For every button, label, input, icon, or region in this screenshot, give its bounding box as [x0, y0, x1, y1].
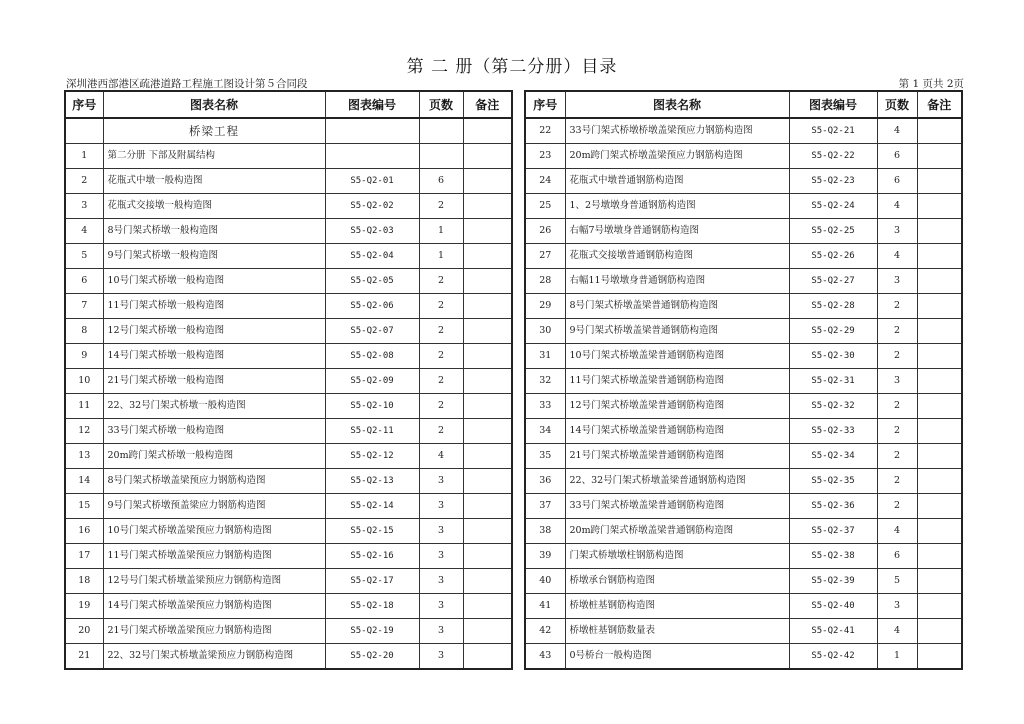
cell-seq: 25: [525, 194, 565, 219]
table-row: [525, 444, 962, 469]
table-row: [525, 194, 962, 219]
table-row: [525, 369, 962, 394]
cell-page-count: 2: [419, 394, 463, 419]
column-header-seq: 序号: [65, 91, 103, 118]
cell-page-count: 3: [419, 544, 463, 569]
cell-seq: 7: [65, 294, 103, 319]
cell-remarks: [463, 469, 512, 494]
cell-seq: 16: [65, 519, 103, 544]
table-row: [65, 644, 512, 670]
cell-page-count: 3: [877, 594, 917, 619]
table-row: [65, 419, 512, 444]
column-header-code: 图表编号: [325, 91, 419, 118]
cell-remarks: [463, 144, 512, 169]
cell-seq: 24: [525, 169, 565, 194]
cell-seq: 4: [65, 219, 103, 244]
cell-remarks: [463, 594, 512, 619]
cell-drawing-code: S5-Q2-32: [789, 394, 877, 419]
cell-drawing-name: 右幅7号墩墩身普通钢筋构造图: [565, 219, 789, 244]
cell-drawing-name: 21号门架式桥墩一般构造图: [103, 369, 325, 394]
cell-seq: 41: [525, 594, 565, 619]
cell-page-count: 3: [419, 469, 463, 494]
cell-drawing-name: 桥墩桩基钢筋数量表: [565, 619, 789, 644]
cell-drawing-name: 11号门架式桥墩盖梁普通钢筋构造图: [565, 369, 789, 394]
cell-drawing-code: S5-Q2-17: [325, 569, 419, 594]
cell-drawing-name: 桥梁工程: [103, 118, 325, 144]
table-header-row: [525, 91, 962, 118]
cell-remarks: [463, 394, 512, 419]
table-row: [525, 319, 962, 344]
cell-page-count: 2: [877, 444, 917, 469]
cell-page-count: 2: [877, 294, 917, 319]
cell-remarks: [917, 569, 962, 594]
table-row: [525, 394, 962, 419]
table-row: [525, 294, 962, 319]
cell-drawing-code: S5-Q2-33: [789, 419, 877, 444]
cell-seq: 40: [525, 569, 565, 594]
table-row: [65, 118, 512, 144]
cell-page-count: 3: [877, 369, 917, 394]
cell-seq: 17: [65, 544, 103, 569]
cell-seq: 15: [65, 494, 103, 519]
cell-page-count: 3: [877, 219, 917, 244]
cell-drawing-name: 右幅11号墩墩身普通钢筋构造图: [565, 269, 789, 294]
cell-remarks: [917, 594, 962, 619]
cell-drawing-name: 22、32号门架式桥墩盖梁预应力钢筋构造图: [103, 644, 325, 670]
cell-seq: 21: [65, 644, 103, 670]
table-row: [525, 469, 962, 494]
cell-page-count: 2: [419, 369, 463, 394]
cell-remarks: [463, 194, 512, 219]
cell-page-count: 2: [419, 294, 463, 319]
cell-remarks: [917, 219, 962, 244]
cell-drawing-name: 33号门架式桥墩一般构造图: [103, 419, 325, 444]
cell-seq: 28: [525, 269, 565, 294]
cell-page-count: 6: [419, 169, 463, 194]
table-row: [65, 244, 512, 269]
cell-seq: 14: [65, 469, 103, 494]
cell-drawing-code: [325, 118, 419, 144]
table-row: [65, 194, 512, 219]
cell-drawing-name: 花瓶式交接墩一般构造图: [103, 194, 325, 219]
cell-drawing-name: 11号门架式桥墩一般构造图: [103, 294, 325, 319]
cell-drawing-code: S5-Q2-31: [789, 369, 877, 394]
cell-remarks: [463, 244, 512, 269]
table-row: [65, 394, 512, 419]
cell-drawing-name: 1、2号墩墩身普通钢筋构造图: [565, 194, 789, 219]
cell-remarks: [463, 644, 512, 670]
cell-remarks: [463, 569, 512, 594]
cell-seq: 35: [525, 444, 565, 469]
table-row: [525, 544, 962, 569]
table-row: [525, 494, 962, 519]
cell-drawing-code: S5-Q2-16: [325, 544, 419, 569]
cell-seq: 34: [525, 419, 565, 444]
cell-drawing-name: 10号门架式桥墩盖梁预应力钢筋构造图: [103, 519, 325, 544]
table-row: [65, 594, 512, 619]
cell-remarks: [917, 118, 962, 144]
cell-page-count: 3: [419, 619, 463, 644]
cell-drawing-code: S5-Q2-39: [789, 569, 877, 594]
cell-remarks: [463, 344, 512, 369]
cell-drawing-name: 8号门架式桥墩一般构造图: [103, 219, 325, 244]
cell-drawing-code: S5-Q2-42: [789, 644, 877, 670]
cell-drawing-name: 33号门架式桥墩盖梁普通钢筋构造图: [565, 494, 789, 519]
column-header-pages: 页数: [877, 91, 917, 118]
cell-drawing-code: S5-Q2-06: [325, 294, 419, 319]
table-row: [65, 494, 512, 519]
table-row: [65, 619, 512, 644]
cell-seq: 37: [525, 494, 565, 519]
cell-drawing-name: 21号门架式桥墩盖梁普通钢筋构造图: [565, 444, 789, 469]
cell-drawing-code: S5-Q2-37: [789, 519, 877, 544]
cell-remarks: [463, 619, 512, 644]
cell-page-count: 1: [419, 219, 463, 244]
table-row: [65, 144, 512, 169]
cell-page-count: 2: [419, 194, 463, 219]
cell-drawing-code: S5-Q2-36: [789, 494, 877, 519]
cell-drawing-code: S5-Q2-03: [325, 219, 419, 244]
cell-seq: 31: [525, 344, 565, 369]
cell-drawing-code: S5-Q2-26: [789, 244, 877, 269]
cell-page-count: 4: [877, 519, 917, 544]
cell-seq: 33: [525, 394, 565, 419]
cell-seq: 8: [65, 319, 103, 344]
cell-page-count: 3: [419, 494, 463, 519]
cell-page-count: 2: [877, 469, 917, 494]
table-row: [525, 419, 962, 444]
cell-drawing-name: 门架式桥墩墩柱钢筋构造图: [565, 544, 789, 569]
cell-drawing-code: S5-Q2-11: [325, 419, 419, 444]
cell-drawing-code: S5-Q2-40: [789, 594, 877, 619]
cell-remarks: [463, 519, 512, 544]
cell-drawing-code: S5-Q2-23: [789, 169, 877, 194]
cell-page-count: 5: [877, 569, 917, 594]
column-header-code: 图表编号: [789, 91, 877, 118]
cell-drawing-name: 9号门架式桥墩一般构造图: [103, 244, 325, 269]
cell-page-count: 2: [419, 269, 463, 294]
cell-drawing-name: 12号号门架式桥墩盖梁预应力钢筋构造图: [103, 569, 325, 594]
cell-drawing-name: 21号门架式桥墩盖梁预应力钢筋构造图: [103, 619, 325, 644]
cell-remarks: [917, 269, 962, 294]
cell-drawing-code: S5-Q2-09: [325, 369, 419, 394]
table-row: [65, 269, 512, 294]
cell-drawing-code: S5-Q2-24: [789, 194, 877, 219]
column-header-seq: 序号: [525, 91, 565, 118]
cell-drawing-code: S5-Q2-20: [325, 644, 419, 670]
cell-drawing-code: S5-Q2-34: [789, 444, 877, 469]
cell-drawing-code: S5-Q2-27: [789, 269, 877, 294]
cell-seq: 22: [525, 118, 565, 144]
cell-seq: 23: [525, 144, 565, 169]
cell-remarks: [463, 269, 512, 294]
cell-remarks: [917, 194, 962, 219]
table-row: [65, 369, 512, 394]
cell-seq: 10: [65, 369, 103, 394]
cell-remarks: [463, 544, 512, 569]
cell-seq: 9: [65, 344, 103, 369]
cell-page-count: 2: [877, 394, 917, 419]
cell-remarks: [917, 344, 962, 369]
table-row: [65, 544, 512, 569]
cell-drawing-name: 20m跨门架式桥墩盖梁预应力钢筋构造图: [565, 144, 789, 169]
table-row: [525, 169, 962, 194]
cell-seq: 39: [525, 544, 565, 569]
cell-drawing-name: 14号门架式桥墩盖梁预应力钢筋构造图: [103, 594, 325, 619]
table-row: [65, 169, 512, 194]
column-header-remarks: 备注: [463, 91, 512, 118]
cell-page-count: 6: [877, 169, 917, 194]
cell-drawing-name: 10号门架式桥墩盖梁普通钢筋构造图: [565, 344, 789, 369]
cell-drawing-code: S5-Q2-10: [325, 394, 419, 419]
cell-page-count: 3: [419, 594, 463, 619]
cell-remarks: [917, 619, 962, 644]
cell-drawing-name: 14号门架式桥墩一般构造图: [103, 344, 325, 369]
cell-remarks: [917, 519, 962, 544]
cell-seq: 32: [525, 369, 565, 394]
cell-seq: 5: [65, 244, 103, 269]
catalog-table-left: [64, 90, 513, 670]
table-row: [65, 344, 512, 369]
column-header-remarks: 备注: [917, 91, 962, 118]
table-row: [525, 344, 962, 369]
cell-page-count: 4: [877, 194, 917, 219]
cell-page-count: [419, 118, 463, 144]
cell-drawing-code: S5-Q2-21: [789, 118, 877, 144]
cell-remarks: [463, 118, 512, 144]
cell-remarks: [917, 319, 962, 344]
column-header-pages: 页数: [419, 91, 463, 118]
cell-page-count: 6: [877, 544, 917, 569]
cell-page-count: 2: [419, 319, 463, 344]
cell-remarks: [917, 544, 962, 569]
cell-remarks: [463, 219, 512, 244]
table-row: [65, 569, 512, 594]
cell-drawing-code: S5-Q2-25: [789, 219, 877, 244]
cell-remarks: [463, 369, 512, 394]
cell-seq: 18: [65, 569, 103, 594]
cell-remarks: [917, 469, 962, 494]
cell-drawing-code: S5-Q2-28: [789, 294, 877, 319]
table-row: [525, 594, 962, 619]
project-name: 深圳港西部港区疏港道路工程施工图设计第５合同段: [66, 78, 308, 90]
table-row: [65, 444, 512, 469]
cell-seq: 2: [65, 169, 103, 194]
cell-seq: 3: [65, 194, 103, 219]
cell-page-count: 6: [877, 144, 917, 169]
cell-drawing-name: 12号门架式桥墩一般构造图: [103, 319, 325, 344]
cell-seq: 43: [525, 644, 565, 670]
cell-page-count: 3: [419, 644, 463, 670]
table-row: [65, 219, 512, 244]
cell-page-count: [419, 144, 463, 169]
cell-page-count: 3: [419, 519, 463, 544]
table-row: [525, 519, 962, 544]
cell-drawing-name: 20m跨门架式桥墩盖梁普通钢筋构造图: [565, 519, 789, 544]
cell-drawing-code: S5-Q2-30: [789, 344, 877, 369]
cell-remarks: [463, 444, 512, 469]
cell-remarks: [463, 419, 512, 444]
cell-drawing-code: S5-Q2-04: [325, 244, 419, 269]
cell-drawing-name: 22、32号门架式桥墩一般构造图: [103, 394, 325, 419]
cell-drawing-name: 33号门架式桥墩桥墩盖梁预应力钢筋构造图: [565, 118, 789, 144]
cell-seq: 12: [65, 419, 103, 444]
cell-drawing-code: S5-Q2-13: [325, 469, 419, 494]
cell-drawing-code: S5-Q2-12: [325, 444, 419, 469]
cell-page-count: 1: [419, 244, 463, 269]
cell-drawing-name: 12号门架式桥墩盖梁普通钢筋构造图: [565, 394, 789, 419]
table-row: [65, 469, 512, 494]
table-row: [65, 294, 512, 319]
table-row: [525, 219, 962, 244]
cell-remarks: [917, 644, 962, 670]
cell-drawing-code: S5-Q2-29: [789, 319, 877, 344]
cell-seq: 20: [65, 619, 103, 644]
cell-remarks: [917, 494, 962, 519]
cell-page-count: 4: [877, 619, 917, 644]
cell-drawing-name: 9号门架式桥墩盖梁普通钢筋构造图: [565, 319, 789, 344]
cell-remarks: [917, 394, 962, 419]
page-title: 第 二 册（第二分册）目录: [406, 57, 618, 77]
cell-drawing-code: [325, 144, 419, 169]
cell-seq: 27: [525, 244, 565, 269]
column-header-name: 图表名称: [565, 91, 789, 118]
cell-page-count: 2: [877, 319, 917, 344]
cell-remarks: [463, 294, 512, 319]
cell-page-count: 2: [419, 419, 463, 444]
cell-seq: [65, 118, 103, 144]
cell-drawing-name: 9号门架式桥墩预盖梁应力钢筋构造图: [103, 494, 325, 519]
table-row: [525, 569, 962, 594]
cell-drawing-code: S5-Q2-08: [325, 344, 419, 369]
cell-drawing-name: 0号桥台一般构造图: [565, 644, 789, 670]
cell-page-count: 2: [877, 419, 917, 444]
column-header-name: 图表名称: [103, 91, 325, 118]
table-row: [525, 619, 962, 644]
table-row: [525, 144, 962, 169]
cell-seq: 13: [65, 444, 103, 469]
cell-seq: 38: [525, 519, 565, 544]
cell-seq: 11: [65, 394, 103, 419]
cell-remarks: [917, 419, 962, 444]
cell-drawing-name: 20m跨门架式桥墩一般构造图: [103, 444, 325, 469]
cell-seq: 26: [525, 219, 565, 244]
cell-remarks: [917, 294, 962, 319]
cell-page-count: 4: [877, 118, 917, 144]
cell-seq: 19: [65, 594, 103, 619]
cell-drawing-name: 22、32号门架式桥墩盖梁普通钢筋构造图: [565, 469, 789, 494]
cell-drawing-name: 花瓶式中墩普通钢筋构造图: [565, 169, 789, 194]
cell-drawing-name: 10号门架式桥墩一般构造图: [103, 269, 325, 294]
cell-seq: 42: [525, 619, 565, 644]
cell-drawing-code: S5-Q2-18: [325, 594, 419, 619]
cell-drawing-name: 14号门架式桥墩盖梁普通钢筋构造图: [565, 419, 789, 444]
cell-drawing-name: 花瓶式交接墩普通钢筋构造图: [565, 244, 789, 269]
cell-drawing-code: S5-Q2-14: [325, 494, 419, 519]
cell-drawing-code: S5-Q2-19: [325, 619, 419, 644]
cell-seq: 6: [65, 269, 103, 294]
cell-remarks: [463, 169, 512, 194]
cell-remarks: [917, 369, 962, 394]
cell-page-count: 3: [419, 569, 463, 594]
cell-remarks: [917, 144, 962, 169]
cell-drawing-code: S5-Q2-35: [789, 469, 877, 494]
table-row: [525, 269, 962, 294]
catalog-table-right: [524, 90, 963, 670]
table-row: [525, 118, 962, 144]
cell-page-count: 4: [877, 244, 917, 269]
cell-drawing-code: S5-Q2-02: [325, 194, 419, 219]
cell-seq: 1: [65, 144, 103, 169]
cell-page-count: 2: [419, 344, 463, 369]
cell-drawing-code: S5-Q2-15: [325, 519, 419, 544]
table-row: [525, 244, 962, 269]
cell-drawing-name: 8号门架式桥墩盖梁普通钢筋构造图: [565, 294, 789, 319]
cell-remarks: [917, 169, 962, 194]
cell-seq: 29: [525, 294, 565, 319]
cell-drawing-name: 花瓶式中墩一般构造图: [103, 169, 325, 194]
cell-drawing-name: 桥墩桩基钢筋构造图: [565, 594, 789, 619]
table-row: [525, 644, 962, 670]
cell-remarks: [463, 319, 512, 344]
cell-page-count: 4: [419, 444, 463, 469]
cell-drawing-code: S5-Q2-38: [789, 544, 877, 569]
cell-remarks: [917, 444, 962, 469]
table-row: [65, 319, 512, 344]
table-row: [65, 519, 512, 544]
cell-drawing-code: S5-Q2-22: [789, 144, 877, 169]
cell-page-count: 1: [877, 644, 917, 670]
cell-drawing-name: 11号门架式桥墩盖梁预应力钢筋构造图: [103, 544, 325, 569]
cell-seq: 30: [525, 319, 565, 344]
page-number: 第 1 页共 2页: [898, 78, 964, 90]
cell-page-count: 2: [877, 494, 917, 519]
table-header-row: [65, 91, 512, 118]
cell-drawing-code: S5-Q2-07: [325, 319, 419, 344]
cell-drawing-code: S5-Q2-05: [325, 269, 419, 294]
cell-drawing-code: S5-Q2-41: [789, 619, 877, 644]
cell-drawing-name: 8号门架式桥墩盖梁预应力钢筋构造图: [103, 469, 325, 494]
cell-drawing-name: 桥墩承台钢筋构造图: [565, 569, 789, 594]
cell-drawing-code: S5-Q2-01: [325, 169, 419, 194]
cell-remarks: [463, 494, 512, 519]
cell-page-count: 2: [877, 344, 917, 369]
cell-remarks: [917, 244, 962, 269]
cell-seq: 36: [525, 469, 565, 494]
cell-drawing-name: 第二分册 下部及附属结构: [103, 144, 325, 169]
cell-page-count: 3: [877, 269, 917, 294]
